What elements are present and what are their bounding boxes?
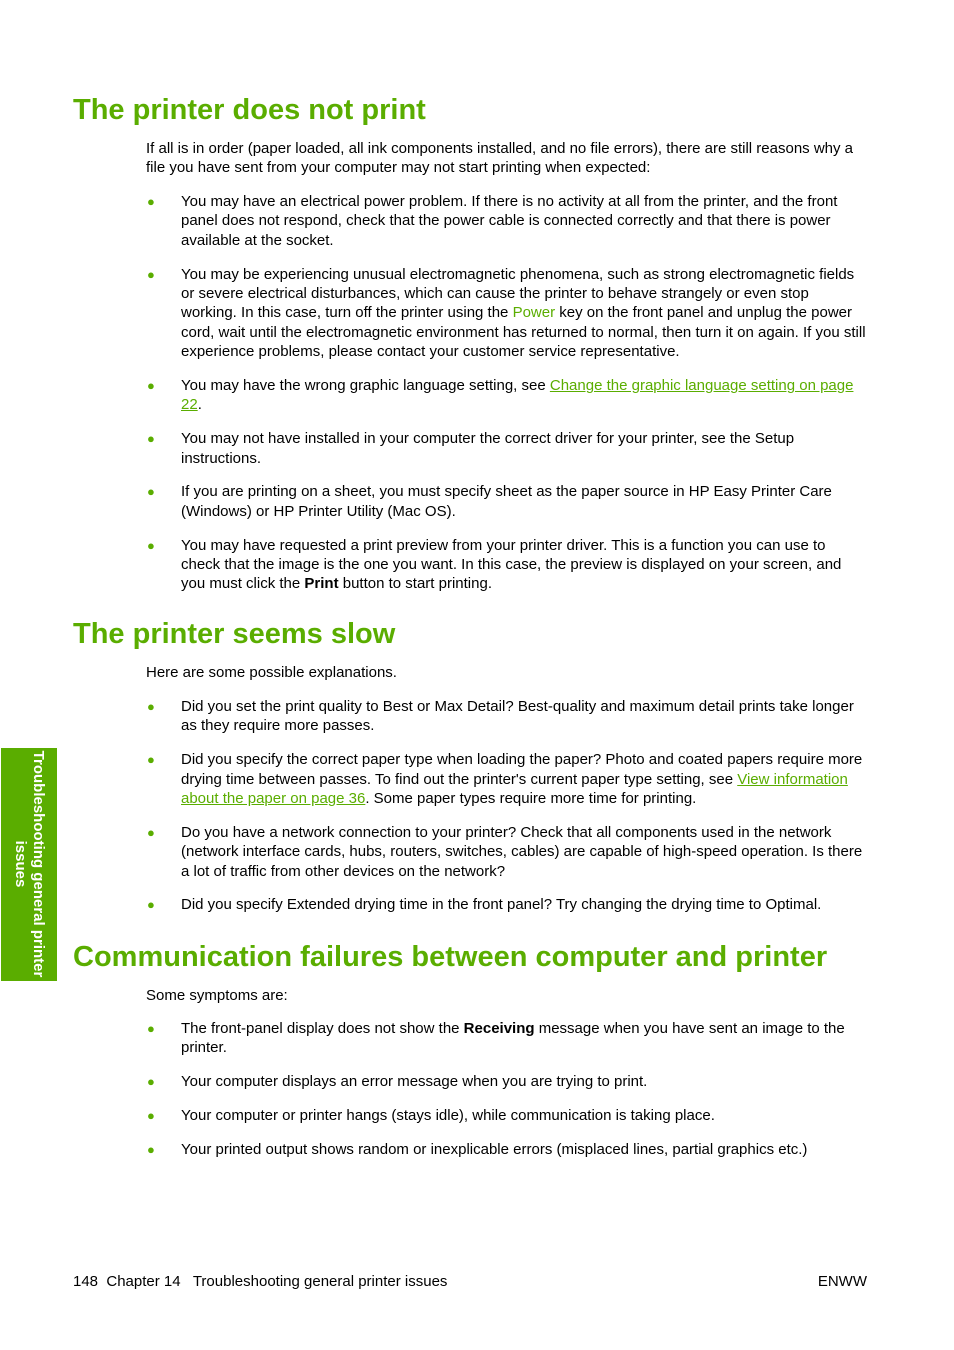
list-item — [146, 429, 868, 468]
footer-chapter: Chapter 14 — [106, 1273, 181, 1290]
bullet-text: key on the front panel and unplug the power cord, wait until the electromagnetic environment has returned to normal, then turn it on again. If you still experience problems, please contact your customer service representative. — [181, 304, 866, 361]
list-item — [146, 823, 868, 881]
bullet-text: Your printed output shows random or inexplicable errors (misplaced lines, partial graphics etc.) — [181, 1140, 808, 1158]
bullet-icon: ● — [147, 194, 155, 209]
list-item — [146, 536, 868, 594]
list-item — [146, 1106, 868, 1125]
list-item — [146, 1072, 868, 1091]
bullet-icon: ● — [147, 1141, 155, 1157]
cross-reference-link[interactable]: View information about the paper on page 36 — [181, 770, 848, 808]
bold-term: Receiving — [463, 1020, 535, 1037]
bold-term: Print — [304, 575, 339, 593]
bullet-icon: ● — [147, 431, 155, 447]
bullet-icon: ● — [147, 897, 155, 913]
bullet-list-communication — [146, 1019, 868, 1174]
bullet-icon: ● — [147, 1021, 155, 1036]
bullet-list-not-print — [146, 192, 868, 608]
section-title-seems-slow: The printer seems slow — [73, 618, 396, 650]
list-item — [146, 750, 868, 808]
list-item — [146, 1019, 868, 1058]
section-intro-communication: Some symptoms are: — [146, 987, 288, 1004]
bullet-text: Did you specify Extended drying time in the front panel? Try changing the drying time to Optimal. — [181, 896, 822, 914]
bullet-list-seems-slow — [146, 697, 868, 929]
bullet-text: You may not have installed in your computer the correct driver for your printer, see the Setup instructions. — [181, 430, 795, 467]
section-title-not-print: The printer does not print — [73, 94, 426, 126]
side-tab-label: Troubleshooting general printer issues — [12, 750, 47, 978]
bullet-icon: ● — [147, 824, 155, 840]
bullet-text: Your computer or printer hangs (stays idle), while communication is taking place. — [181, 1107, 715, 1124]
section-title-communication: Communication failures between computer and printer — [73, 941, 828, 973]
bullet-text: The front-panel display does not show the — [181, 1020, 464, 1037]
list-item — [146, 895, 868, 914]
bullet-text: Did you specify the correct paper type when loading the paper? Photo and coated papers require more drying time between passes. To find out the printer's current paper type setting, see — [181, 751, 863, 788]
bullet-text: You may have an electrical power problem. If there is no activity at all from the printer, and the front panel does not respond, check that the power cable is connected correctly and that there is power available at the socket. — [181, 193, 838, 249]
cross-reference-link[interactable]: Change the graphic language setting on page 22 — [181, 377, 854, 414]
bullet-text: . — [197, 396, 202, 414]
list-item — [146, 376, 868, 415]
section-intro-not-print: If all is in order (paper loaded, all ink components installed, and no file errors), there are still reasons why a file you have sent from your computer may not start printing when expected: — [146, 140, 854, 177]
footer-page-number: 148 — [73, 1273, 99, 1290]
bullet-text: Your computer displays an error message when you are trying to print. — [181, 1073, 648, 1091]
bullet-text: If you are printing on a sheet, you must specify sheet as the paper source in HP Easy Printer Care (Windows) or HP Printer Utility (Mac OS). — [181, 483, 832, 520]
bullet-icon: ● — [147, 699, 155, 714]
bullet-icon: ● — [147, 378, 155, 394]
bullet-text: Do you have a network connection to your printer? Check that all components used in the network (network interface cards, hubs, routers, switches, cables) are capable of high-speed operation. Is there a lot of traffic from other devices on the network? — [181, 823, 863, 880]
bullet-text: button to start printing. — [338, 575, 492, 593]
bullet-icon: ● — [147, 1108, 155, 1123]
bullet-text: Did you set the print quality to Best or Max Detail? Best-quality and maximum detail prints take longer as they require more passes. — [181, 698, 854, 735]
footer-right: ENWW — [817, 1273, 867, 1290]
footer-chapter-title: Troubleshooting general printer issues — [192, 1273, 448, 1290]
footer-left — [73, 1272, 447, 1291]
bullet-text: You may have requested a print preview from your printer driver. This is a function you can use to check that the image is the one you want. In this case, the preview is displayed on your screen, and you must click the — [181, 536, 842, 593]
bullet-icon: ● — [147, 266, 155, 282]
key-name: Power — [512, 304, 556, 322]
bullet-text: You may have the wrong graphic language setting, see — [181, 377, 550, 395]
list-item — [146, 482, 868, 521]
list-item — [146, 1140, 868, 1159]
list-item — [146, 192, 868, 250]
bullet-icon: ● — [147, 484, 155, 500]
bullet-icon: ● — [147, 537, 155, 553]
bullet-text: You may be experiencing unusual electromagnetic phenomena, such as strong electromagnetic fields or severe electrical disturbances, which can cause the printer to behave strangely or even stop working. In this case, turn off the printer using the — [181, 265, 855, 322]
list-item — [146, 265, 868, 362]
list-item — [146, 697, 868, 736]
bullet-text: . Some paper types require more time for printing. — [365, 790, 697, 808]
bullet-icon: ● — [147, 1074, 155, 1090]
bullet-icon: ● — [147, 752, 155, 768]
bullet-text: message when you have sent an image to the printer. — [181, 1020, 845, 1057]
section-intro-seems-slow: Here are some possible explanations. — [146, 664, 397, 681]
chapter-side-tab — [1, 748, 57, 981]
